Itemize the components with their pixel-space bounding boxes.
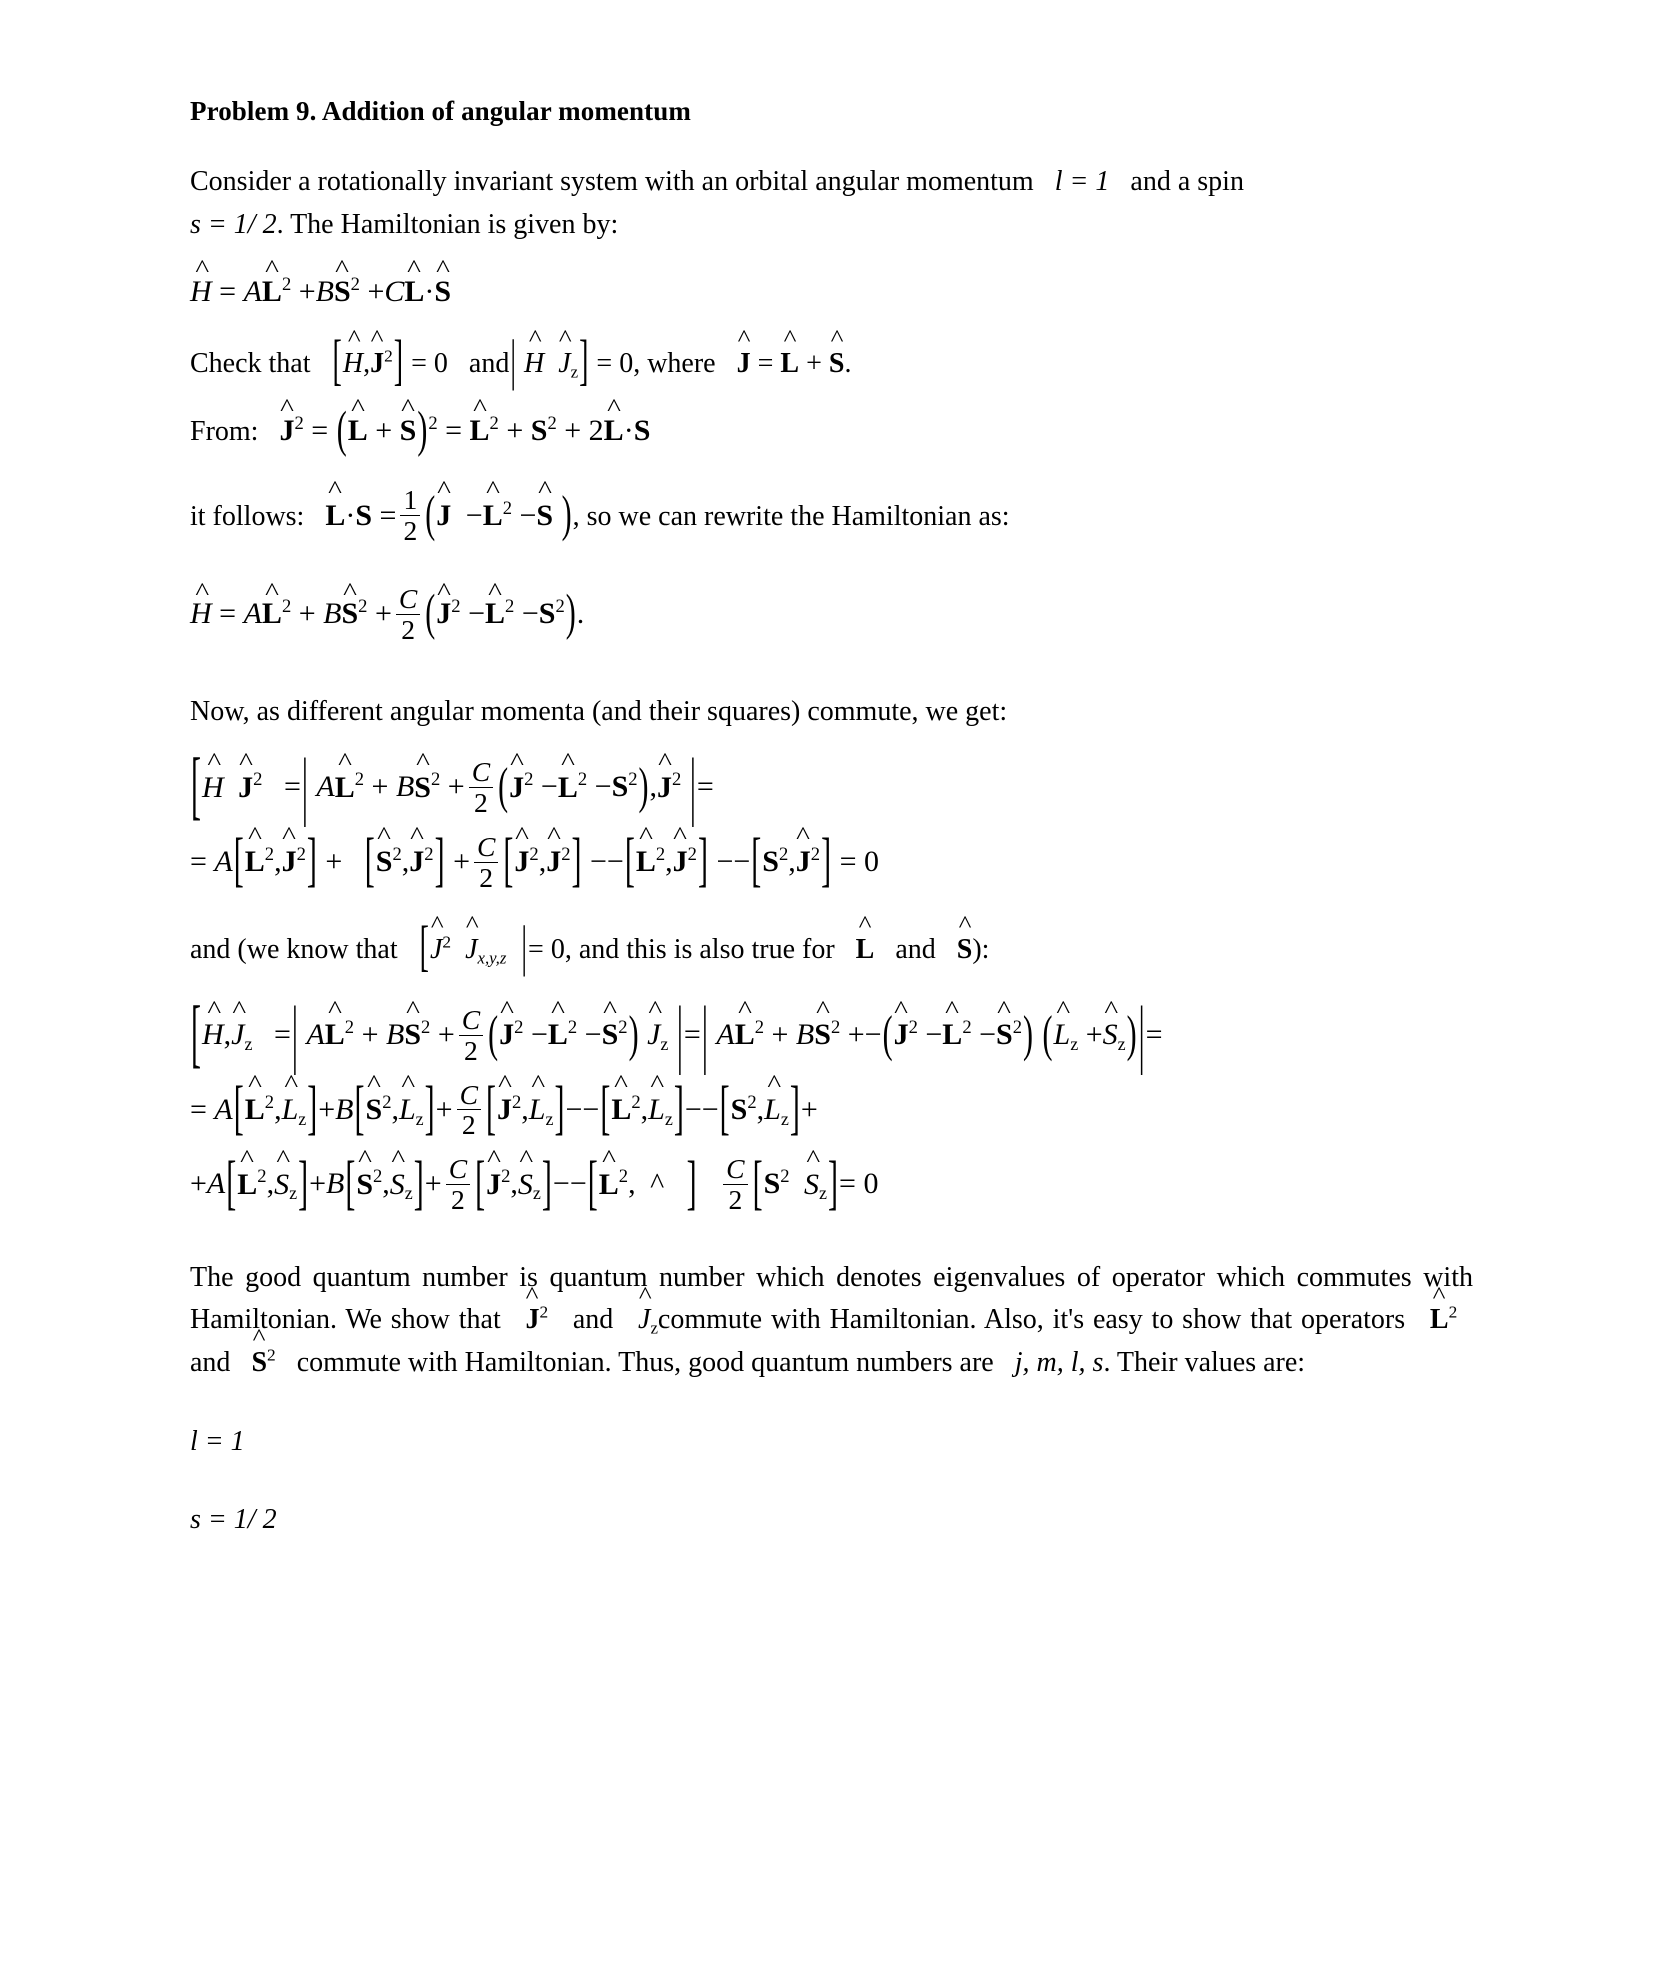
intro-text-3: . The Hamiltonian is given by: xyxy=(276,208,619,240)
symbol-L-hat: ^ L xyxy=(856,929,875,972)
check-text-2: and xyxy=(468,347,510,379)
paragraph-check: Check that [^ H,^ $J^2] = 0$ and| ^ H ^ $J_z] = 0$, where ^ J = ^ L + ^ S. xyxy=(190,343,1473,386)
know-text-2: , and this is also true for xyxy=(564,933,835,965)
paragraph-follows xyxy=(190,484,1473,549)
good-qn-text-3: commute with Hamiltonian. Also, it's easy to show that operators xyxy=(657,1304,1406,1336)
equation-LS-result: ^ L·S = $\frac{1}{2}$ (^ J −^ $L^2$ −^ S ) xyxy=(325,499,572,532)
equation-hamiltonian-rewritten: ^ H = A^ $L^2$ + B^ $S^2$ + $\frac{C}{2}$ (^ $J^2$ −^ $L^2 -S^2$). xyxy=(190,586,1473,647)
good-qn-text-4: and xyxy=(190,1347,231,1379)
good-qn-text-1: The good quantum number is quantum number which denotes eigenvalues of operator which commutes with Hamiltonian. We show that xyxy=(190,1261,1473,1336)
equation-comm2-line1: [^ H,^ $J_z$ =| A^ $L^2$ + B^ $S^2$ + $\frac{C}{2}$ (^ $J^2$ −^ $L^2$ −^ $S^2$) ^ $J_z$ |=| A^ $L^2$ + B^ $S^2$ +−(^ $J^2$ −^ $L^2$ −^ $S^2$) (^ $L_z$ +^ $S_z)|=$ xyxy=(190,1007,1473,1068)
symbol-Jz-hat: ^ $J_z$ xyxy=(638,1304,658,1335)
value-line-l xyxy=(190,1421,1473,1464)
equation-comm1-line1: [^ H ^ $J^2$ =| A^ $L^2$ + B^ $S^2$ + $\frac{C}{2}$ (^ $J^2$ −^ $L^2$ $-S^2),\^{}$ $J^2$ |= xyxy=(190,759,1473,820)
equation-commutator-H-J2: [^ H,^ $J^2] = 0$ xyxy=(332,348,448,379)
know-text-3: and xyxy=(895,933,936,965)
paragraph-intro xyxy=(190,161,1473,246)
paragraph-know xyxy=(190,916,1473,979)
symbol-J2-hat: ^ $J^2$ xyxy=(525,1304,548,1335)
equation-comm2-line2: = A[^ $L^2,\^{}$ $L_z]+B[\^{}$ $S^2,\^{}$ $L_z]+$ $\frac{C}{2}$ [^ $J^2,\^{}$ $L_z]--[\^{}$ $L^2,\^{}$ $L_z]--[S^2,\^{}$ $L_z]+$ xyxy=(190,1082,1473,1143)
paragraph-from xyxy=(190,401,1473,458)
good-qn-values: j, m, l, s xyxy=(1014,1347,1104,1379)
value-line-s xyxy=(190,1499,1473,1542)
symbol-S-hat: ^ S xyxy=(957,929,973,972)
good-qn-text-5: commute with Hamiltonian. Thus, good quantum numbers are xyxy=(296,1347,994,1379)
symbol-L2-hat: ^ $L^2$ xyxy=(1430,1304,1457,1335)
equation-block-commutator-Jz xyxy=(190,992,1473,1217)
equation-comm2-line3: +A[^ $L^2,\^{}$ $S_z]+B[\^{}$ $S^2,\^{}$ $S_z]+$ $\frac{C}{2}$ [^ $J^2,\^{}$ $S_z]--[\^{}$ $L^2$, ^ ] $\frac{C}{2}$ [$S^2$ ^ $S_z]= 0$ xyxy=(190,1156,1473,1217)
equation-J2-expand: ^ $J^2$ = (^ L + ^ S)$^2$ = ^ $L^2 + S^2$ + 2^ L·S xyxy=(279,414,650,447)
good-qn-text-6: . Their values are: xyxy=(1103,1347,1306,1379)
value-s: s = 1/ 2 xyxy=(190,1504,277,1536)
value-l: l = 1 xyxy=(190,1425,245,1457)
equation-comm1-line2: = A[^ $L^2,\^{}$ $J^2$] + [^ $S^2,\^{}$ $J^2$] + $\frac{C}{2}$ [^ $J^2,\^{}$ $J^2$] −−[^ $L^2,\^{}$ $J^2$] $--[S^2,\^{}$ $J^2] = 0$ xyxy=(190,834,1473,895)
from-label: From: xyxy=(190,416,259,448)
equation-J2-Jxyz: [^ $J^2$ ^ $J_{x,y,z}$ |= 0 xyxy=(419,934,565,965)
follows-tail: , so we can rewrite the Hamiltonian as: xyxy=(572,500,1010,532)
intro-l-value: l = 1 xyxy=(1054,166,1110,197)
paragraph-commute-note: Now, as different angular momenta (and their squares) commute, we get: xyxy=(190,695,1008,727)
intro-text-2: and a spin xyxy=(1130,166,1244,197)
follows-label: it follows: xyxy=(190,500,305,532)
equation-block-commutator-J2 xyxy=(190,744,1473,894)
know-text-1: and (we know that xyxy=(190,933,398,965)
know-text-4: ): xyxy=(972,933,990,965)
equation-commutator-H-Jz: ^ H ^ $J_z] = 0$ xyxy=(524,348,633,379)
check-text-1: Check that xyxy=(190,347,311,379)
intro-text-1: Consider a rotationally invariant system with an orbital angular momentum xyxy=(190,166,1034,197)
good-qn-text-2: and xyxy=(572,1304,614,1336)
paragraph-good-quantum-numbers xyxy=(190,1257,1473,1385)
intro-s-value: s = 1/ 2 xyxy=(190,208,277,240)
symbol-S2-hat: ^ $S^2$ xyxy=(251,1347,275,1378)
equation-J-def: ^ J = ^ L + ^ S xyxy=(737,348,845,379)
page-title: Problem 9. Addition of angular momentum xyxy=(190,96,691,126)
equation-hamiltonian: ^ H = A^ $L^2$ +B^ $S^2$ +C^ L·^ S xyxy=(190,272,1473,313)
check-text-3: , where xyxy=(633,347,716,379)
